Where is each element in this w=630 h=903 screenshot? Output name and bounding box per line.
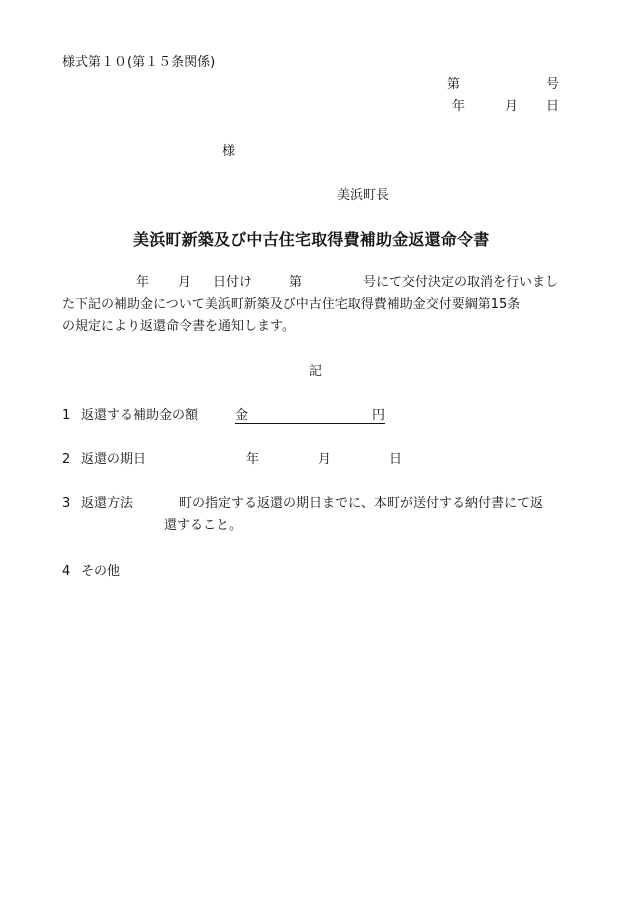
doc-date-year: 年 [452, 99, 466, 114]
body-line2: た下記の補助金について美浜町新築及び中古住宅取得費補助金交付要綱第15条 [62, 297, 521, 312]
item-1-num: 1 [62, 408, 71, 423]
doc-date-day: 日 [546, 99, 560, 114]
item-2-month: 月 [318, 452, 332, 467]
item-4-label: その他 [81, 564, 121, 579]
item-1-label: 返還する補助金の額 [81, 408, 199, 423]
item-2-year: 年 [246, 452, 260, 467]
item-1-amount-line [235, 409, 385, 424]
issuer: 美浜町長 [337, 188, 390, 203]
item-2-day: 日 [389, 452, 403, 467]
item-2-num: 2 [62, 452, 71, 467]
item-3-label: 返還方法 [81, 496, 134, 511]
body-line3: の規定により返還命令書を通知します。 [62, 319, 295, 334]
addressee-suffix: 様 [222, 144, 236, 159]
ki-heading: 記 [309, 364, 323, 379]
item-3-num: 3 [62, 496, 71, 511]
page-title: 美浜町新築及び中古住宅取得費補助金返還命令書 [133, 230, 490, 249]
body-year: 年 [136, 275, 150, 290]
body-line1-rest: 号にて交付決定の取消を行いまし [363, 275, 559, 290]
form-label: 様式第１０(第１５条関係) [62, 55, 216, 70]
item-4-num: 4 [62, 564, 71, 579]
body-date-suffix: 日付け [213, 275, 253, 290]
doc-date-month: 月 [505, 99, 519, 114]
doc-number-go: 号 [546, 77, 560, 92]
item-1-amount-suffix: 円 [371, 408, 385, 423]
body-month: 月 [178, 275, 192, 290]
item-1-amount-prefix: 金 [235, 408, 249, 423]
body-dai: 第 [289, 275, 303, 290]
item-3-text-line1: 町の指定する返還の期日までに、本町が送付する納付書にて返 [179, 496, 544, 511]
item-2-label: 返還の期日 [81, 452, 147, 467]
item-3-text-line2: 還すること。 [164, 518, 243, 533]
doc-number-dai: 第 [447, 77, 461, 92]
